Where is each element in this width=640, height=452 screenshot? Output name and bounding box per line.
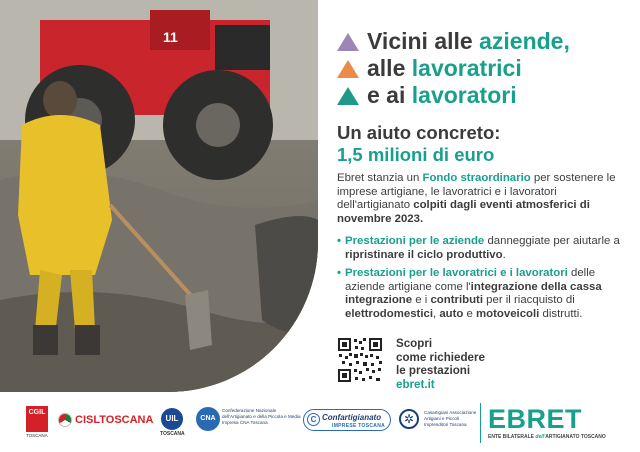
intro-affected: colpiti dagli eventi atmosferici di novembre 2023. bbox=[337, 199, 590, 225]
subheadline bbox=[337, 122, 500, 166]
bullet2-bold-4: auto bbox=[439, 307, 464, 320]
uil-logo: UIL bbox=[161, 408, 183, 430]
qr-code[interactable] bbox=[337, 337, 383, 383]
triangle-teal-icon bbox=[337, 87, 359, 105]
bullet2-bold-5: motoveicoli bbox=[476, 307, 540, 320]
bullet1-bold: ripristinare il ciclo produttivo bbox=[345, 248, 503, 261]
bullet-workers bbox=[337, 267, 629, 321]
hero-photo bbox=[0, 0, 318, 392]
confartigianato-logo-sub: IMPRESE TOSCANA bbox=[332, 423, 386, 429]
bullet2-text-1: delle aziende artigiane come l' bbox=[345, 267, 596, 293]
intro-text-2: per sostenere le imprese artigiane, le lavoratrici e i lavoratori dell'artigianato bbox=[337, 172, 616, 212]
machine-number: 11 bbox=[163, 29, 178, 45]
bullet2-text-4: , bbox=[432, 307, 440, 320]
intro-paragraph bbox=[337, 172, 627, 226]
headline-3-prefix: e ai bbox=[367, 82, 412, 108]
cta-text bbox=[396, 337, 485, 391]
bullet-dot: • bbox=[337, 235, 341, 247]
partner-logos bbox=[0, 400, 640, 452]
cna-logo: CNA bbox=[196, 407, 220, 431]
bullet1-text-2: . bbox=[502, 248, 506, 261]
bullet2-text-6: distrutti. bbox=[539, 307, 583, 320]
headline bbox=[337, 28, 570, 109]
intro-text-1: Ebret stanzia un bbox=[337, 172, 423, 184]
bullet2-text-3: per il riacquisto di bbox=[482, 294, 575, 307]
ebret-logo-sub bbox=[488, 434, 606, 440]
headline-line-1 bbox=[337, 28, 570, 55]
cisl-mark-icon bbox=[58, 413, 72, 427]
casartigiani-wheel-icon: ✲ bbox=[399, 409, 419, 429]
bullet-companies bbox=[337, 235, 629, 262]
confartigianato-logo-text: Confartigianato bbox=[322, 413, 382, 422]
intro-fund: Fondo straordinario bbox=[422, 172, 531, 184]
headline-line-3 bbox=[337, 82, 570, 109]
uil-logo-sub: TOSCANA bbox=[160, 431, 185, 437]
bullet2-text-2: e i bbox=[412, 294, 431, 307]
cta-link[interactable]: ebret.it bbox=[396, 377, 435, 391]
confartigianato-logo bbox=[303, 409, 391, 431]
logo-divider bbox=[480, 403, 481, 443]
flood-cleanup-illustration bbox=[0, 0, 318, 392]
triangle-purple-icon bbox=[337, 33, 359, 51]
headline-line-2 bbox=[337, 55, 570, 82]
bullet1-text-1: danneggiate per aiutarle a bbox=[484, 235, 620, 247]
ebret-logo: EBRET bbox=[488, 404, 583, 434]
casartigiani-logo-text: Casartigiani Associazione Artigiani e Piccoli Imprenditori Toscana bbox=[424, 410, 477, 427]
headline-3-accent: lavoratori bbox=[411, 82, 517, 108]
cisl-toscana-logo bbox=[58, 413, 153, 427]
cta-line-3: le prestazioni bbox=[396, 364, 471, 377]
bullet2-bold-2: contributi bbox=[430, 294, 483, 307]
headline-1-accent: aziende, bbox=[479, 28, 570, 54]
bullet2-text-5: e bbox=[463, 307, 477, 320]
bullet2-bold-3: elettrodomestici bbox=[345, 307, 433, 320]
confartigianato-mark-icon: C bbox=[307, 413, 320, 426]
cta-line-1: Scopri bbox=[396, 337, 433, 350]
cta-line-2: come richiedere bbox=[396, 350, 485, 364]
bullet-dot: • bbox=[337, 267, 341, 279]
subhead-amount: 1,5 milioni di euro bbox=[337, 144, 495, 165]
headline-2-prefix: alle bbox=[367, 55, 412, 81]
cgil-logo-sub: TOSCANA bbox=[26, 433, 48, 438]
ebret-sub-2: dell' bbox=[535, 434, 546, 440]
subhead-line: Un aiuto concreto: bbox=[337, 122, 501, 143]
cgil-logo: CGIL bbox=[26, 406, 48, 432]
cisl-logo-text: CISLTOSCANA bbox=[75, 414, 154, 426]
qr-code-icon bbox=[337, 337, 383, 383]
bullet2-bold-1: integrazione della cassa integrazione bbox=[345, 280, 602, 307]
bullet1-accent: Prestazioni per le aziende bbox=[345, 235, 485, 247]
bullet2-accent: Prestazioni per le lavoratrici e i lavoratori bbox=[345, 267, 568, 279]
cna-logo-text: Confederazione Nazionale dell'Artigianato e della Piccola e Media Impresa CNA Toscana bbox=[222, 408, 301, 425]
headline-2-accent: lavoratrici bbox=[411, 55, 522, 81]
ebret-sub-1: ENTE BILATERALE bbox=[488, 434, 536, 440]
worker-raincoat bbox=[18, 115, 112, 275]
ebret-sub-3: ARTIGIANATO TOSCANO bbox=[545, 434, 606, 440]
triangle-orange-icon bbox=[337, 60, 359, 78]
headline-1-prefix: Vicini alle bbox=[367, 28, 480, 54]
